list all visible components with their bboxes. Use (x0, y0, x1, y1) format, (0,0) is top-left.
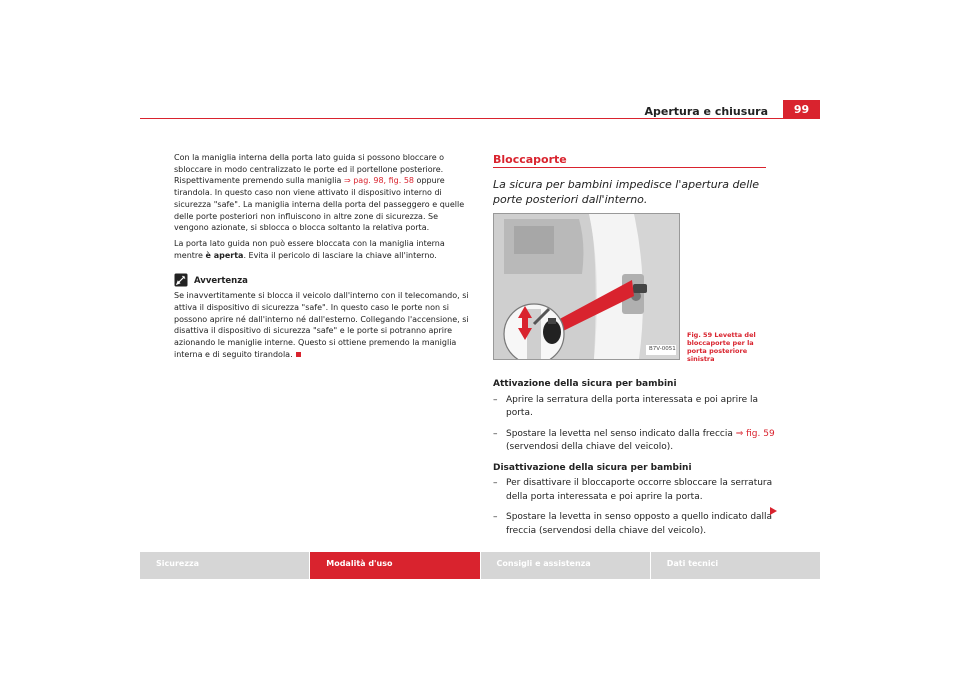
intro-paragraph (174, 152, 470, 234)
driver-door-paragraph (174, 238, 470, 261)
note-paragraph (174, 290, 470, 360)
section-subtitle: La sicura per bambini impedisce l'apertura delle porte posteriori dall'interno. (493, 178, 760, 206)
figure-caption: Fig. 59 Levetta del bloccaporte per la porta posteriore sinistra (687, 331, 756, 363)
footer-nav (140, 552, 820, 579)
note-text: Se inavvertitamente si blocca il veicolo dall'interno con il telecomando, si attiva il dispositivo di sicurezza "safe". In questo caso le porte non si possono aprire né dall'interno né dall'esterno. Collegando l'accensione, si disattiva il dispositivo di sicurezza "safe" e le porte si potranno aprire azionando le maniglie interne. Questo si ottiene premendo la maniglia interna e di seguito tirandola. (174, 291, 469, 359)
tab-modalita-duso[interactable]: Modalità d'uso (310, 552, 480, 579)
list-dash: – (493, 428, 498, 439)
list-item (493, 428, 779, 455)
door-lock-illustration (494, 214, 679, 359)
list-dash: – (493, 394, 498, 405)
note-icon (174, 273, 188, 287)
activation-step-2 (506, 428, 779, 455)
section-divider (493, 167, 766, 168)
page-header-title: Apertura e chiusura (644, 105, 768, 118)
deactivation-step-2: Spostare la levetta in senso opposto a quello indicato dalla freccia (servendosi della chiave del veicolo). (506, 512, 773, 536)
left-column (174, 152, 470, 365)
figure-code: B7V-0051 (649, 346, 676, 352)
section-title: Bloccaporte (493, 153, 567, 166)
instructions-column (493, 378, 779, 545)
page-reference-link[interactable]: ⇒ pag. 98, fig. 58 (343, 176, 415, 186)
page-number: 99 (783, 100, 820, 119)
list-item (493, 477, 779, 504)
tab-consigli-assistenza[interactable]: Consigli e assistenza (481, 552, 651, 579)
intro-text-1: Con la maniglia interna della porta lato guida si possono bloccare o sbloccare in modo centralizzato le porte ed il portellone posteriore. Rispettivamente premendo sulla maniglia (174, 153, 445, 186)
continue-arrow-icon (770, 507, 777, 515)
intro-text-2: oppure tirandola. In questo caso non viene attivato il dispositivo interno di sicurezza "safe". La maniglia interna della porta del passeggero e quelle delle porte posteriori non influiscono in altre zone di sicurezza. Se vengono azionate, si sblocca o blocca soltanto la relativa porta. (174, 176, 465, 233)
deactivation-step-1: Per disattivare il bloccaporte occorre sbloccare la serratura della porta interessata e poi aprire la porta. (506, 478, 773, 502)
list-dash: – (493, 512, 498, 522)
list-item (493, 394, 779, 421)
list-dash: – (493, 478, 498, 488)
activation-step-2-tail: (servendosi della chiave del veicolo). (506, 442, 674, 452)
driver-door-text-1: La porta lato guida non può essere bloccata con la maniglia interna mentre (174, 238, 445, 260)
deactivation-heading: Disattivazione della sicura per bambini (493, 462, 692, 473)
note-header (174, 273, 470, 287)
figure-reference-link[interactable]: ⇒ fig. 59 (735, 428, 775, 439)
section-end-marker (296, 352, 301, 357)
driver-door-text-2: . Evita il pericolo di lasciare la chiave all'interno. (243, 250, 437, 260)
header-divider (140, 118, 820, 119)
door-lock-figure (493, 213, 680, 360)
list-item (493, 511, 779, 538)
tab-dati-tecnici[interactable]: Dati tecnici (666, 559, 719, 568)
activation-step-1: Aprire la serratura della porta interessata e poi aprire la porta. (506, 394, 759, 418)
tab-sicurezza[interactable]: Sicurezza (140, 552, 310, 579)
driver-door-bold: è aperta (205, 250, 244, 260)
note-title: Avvertenza (194, 275, 248, 286)
activation-step-2-text: Spostare la levetta nel senso indicato dalla freccia (506, 428, 736, 439)
activation-heading: Attivazione della sicura per bambini (493, 379, 677, 389)
